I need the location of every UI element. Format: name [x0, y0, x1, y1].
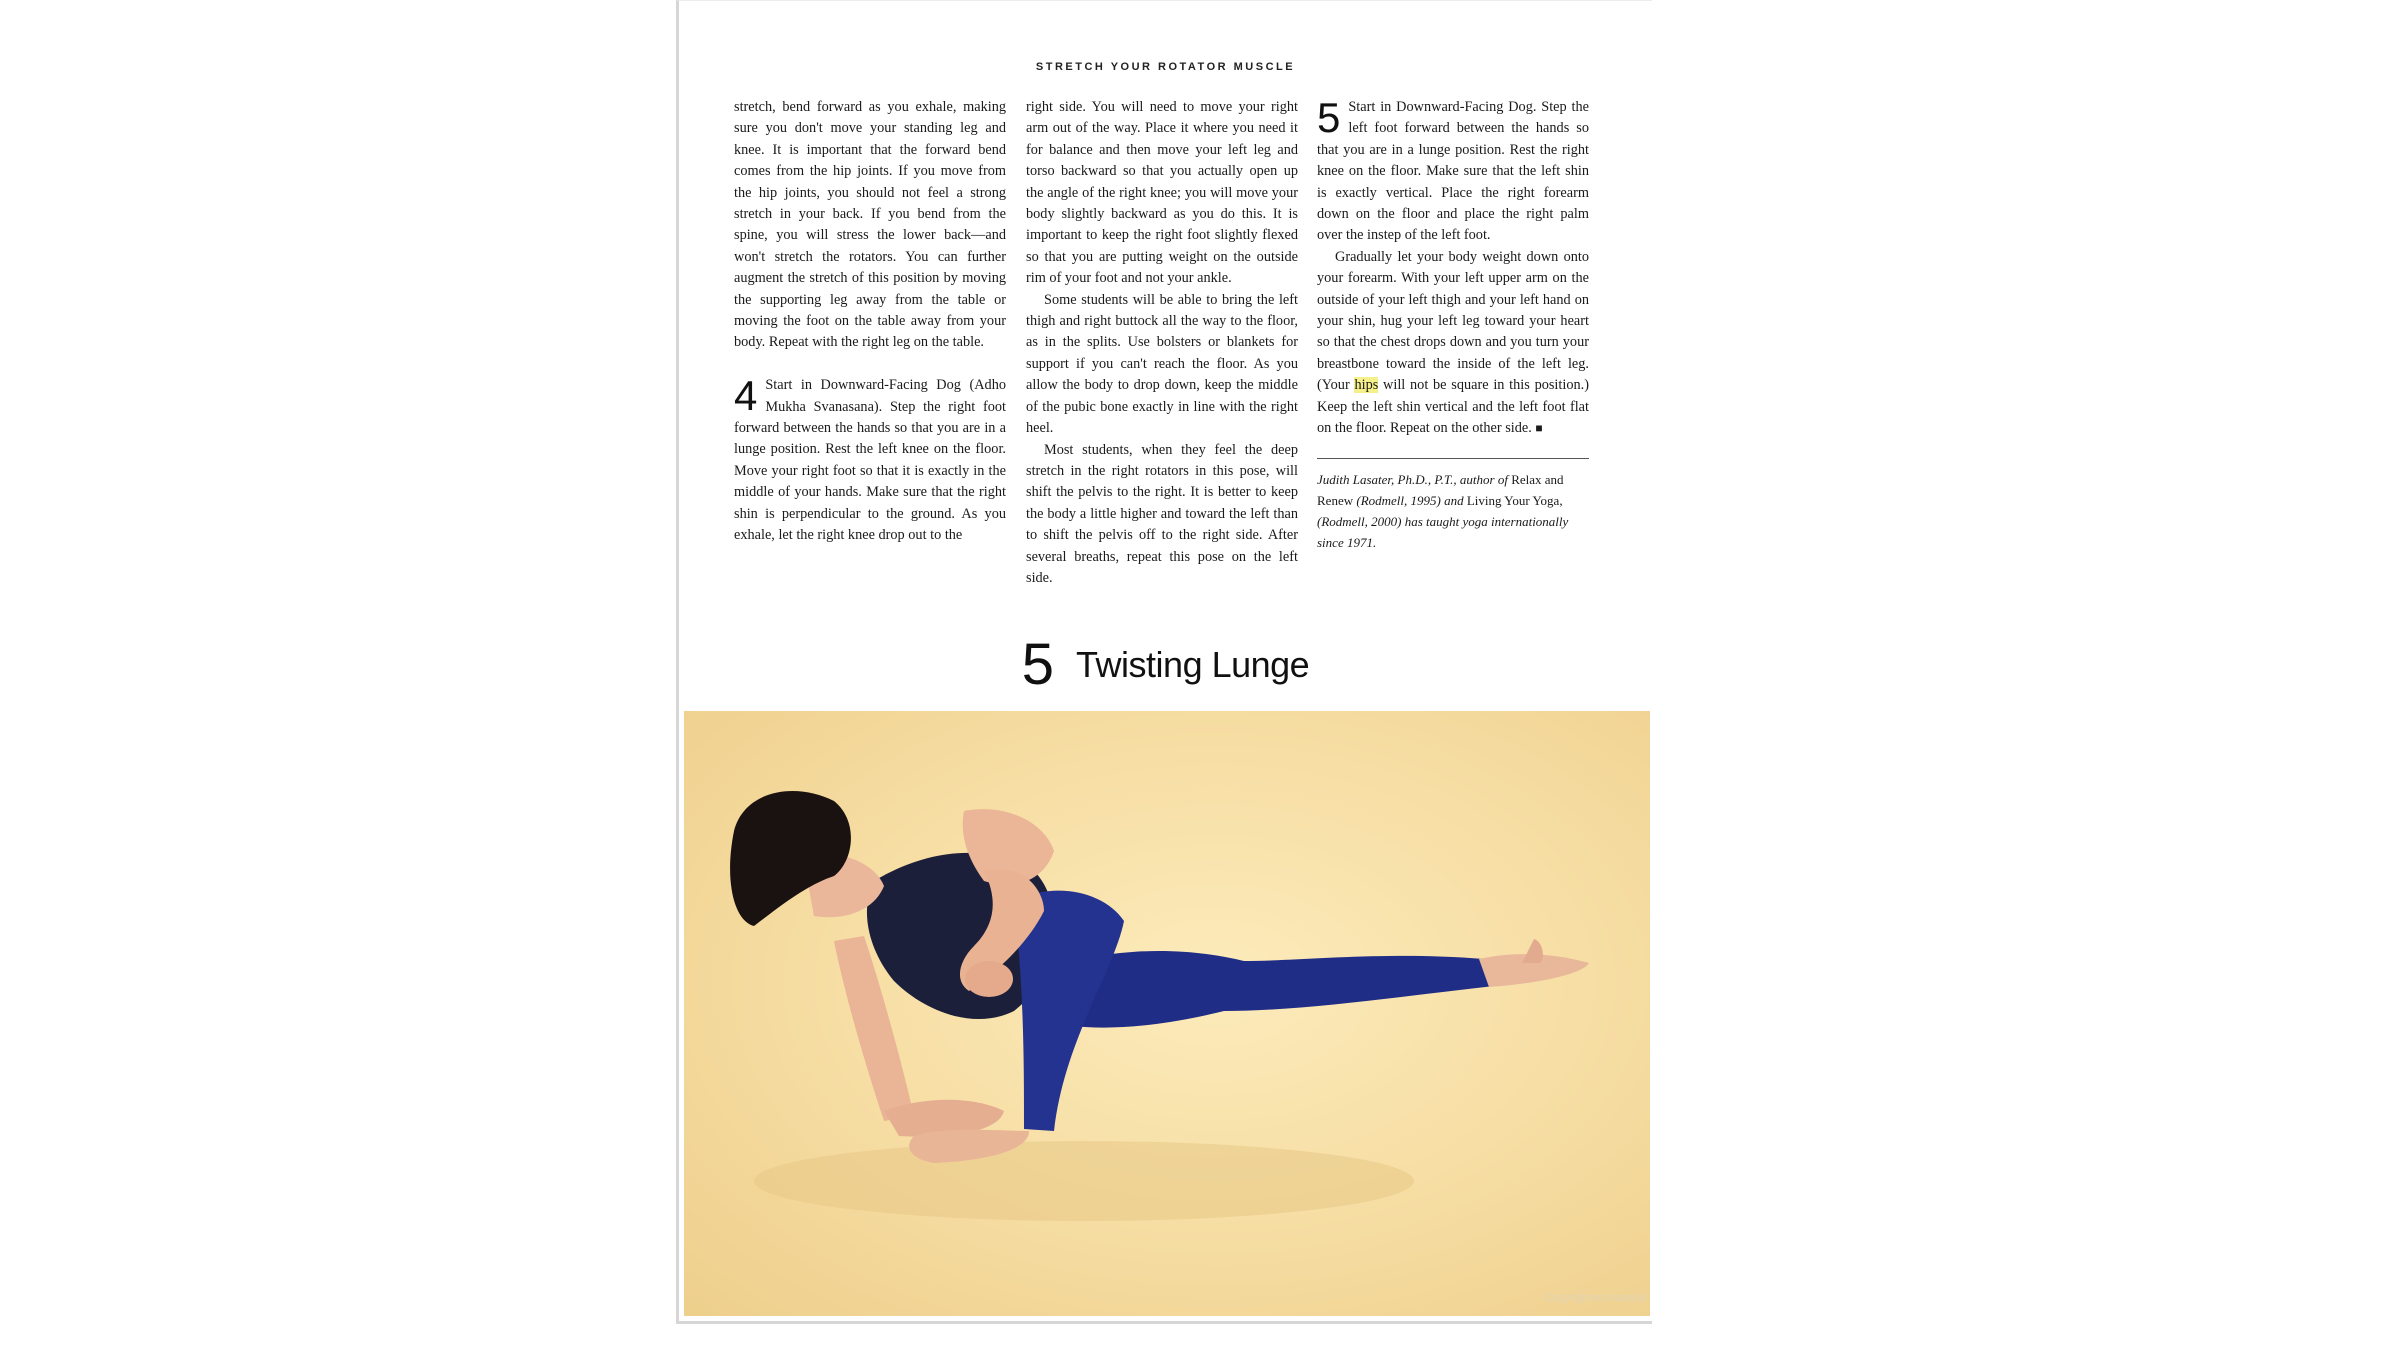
- step-5-text: Start in Downward-Facing Dog. Step the left foot forward between the hands so that you are in a lunge position. Rest the right knee on the floor. Make sure that the left shin is exactly vertical. Place the right forearm down on the floor and place the right palm over the instep of the left foot.: [1317, 99, 1589, 244]
- highlighted-word[interactable]: hips: [1354, 377, 1379, 394]
- paragraph: right side. You will need to move your right arm out of the way. Place it where you need it for balance and then move your left leg and torso backward so that you actually open up the angle of the right knee; you will move your body slightly backward as you do this. It is important to keep the right foot slightly flexed so that you are putting weight on the outside rim of your foot and not your ankle.: [1026, 99, 1298, 287]
- bio-book-1: Relax and Renew: [1317, 471, 1564, 508]
- section-heading: Twisting Lunge: [1076, 643, 1310, 685]
- paragraph: [1317, 247, 1589, 440]
- step-4-number: 4: [734, 372, 758, 420]
- author-bio: [1317, 469, 1589, 553]
- yoga-pose-illustration: [684, 711, 1650, 1316]
- step-5-number: 5: [1317, 94, 1341, 141]
- text-column-1: [734, 97, 1006, 547]
- text-column-3: [1317, 94, 1589, 553]
- section-number: 5: [1021, 632, 1055, 697]
- bio-text: (Rodmell, 2000) has taught yoga internationally since 1971.: [1317, 513, 1569, 550]
- book-page: [676, 0, 1652, 1324]
- text-run: will not be square in this position.) Keep the left shin vertical and the left foot flat on the floor. Repeat on the other side.: [1317, 377, 1589, 437]
- watermark: Copyrighted material: [1544, 1292, 1646, 1304]
- bio-name: Judith Lasater, Ph.D., P.T., author of: [1317, 471, 1512, 487]
- text-run: Gradually let your body weight down onto your forearm. With your left upper arm on the outside of your left thigh and your left hand on your shin, hug your left leg toward your heart so that the chest drops down and you turn your breastbone toward the inside of the left leg. (Your: [1317, 248, 1589, 394]
- pose-photo: [684, 711, 1650, 1316]
- step-5-paragraph: [1317, 94, 1589, 247]
- paragraph: stretch, bend forward as you exhale, making sure you don't move your standing leg and knee. It is important that the forward bend comes from the hip joints. If you move from the hip joints, you should not feel a strong stretch in your back. If you bend from the spine, you will stress the lower back—and won't stretch the rotators. You can further augment the stretch of this position by moving the supporting leg away from the table or moving the foot on the table away from your body. Repeat with the right leg on the table.: [734, 99, 1006, 351]
- running-head: STRETCH YOUR ROTATOR MUSCLE: [1035, 61, 1296, 73]
- step-4-paragraph: [734, 372, 1006, 546]
- step-4-text: Start in Downward-Facing Dog (Adho Mukha Svanasana). Step the right foot forward between the hands so that you are in a lunge position. Rest the left knee on the floor. Move your right foot so that it is exactly in the middle of your hands. Make sure that the right shin is perpendicular to the ground. As you exhale, let the right knee drop out to the: [734, 377, 1006, 544]
- section-title: [679, 631, 1652, 698]
- end-mark: ■: [1535, 421, 1543, 436]
- divider: [1317, 458, 1589, 459]
- paragraph: Most students, when they feel the deep stretch in the right rotators in this pose, will shift the pelvis to the right. It is better to keep the body a little higher and toward the left than to shift the pelvis off to the right side. After several breaths, repeat this pose on the left side.: [1026, 441, 1298, 586]
- bio-text: (Rodmell, 1995) and: [1353, 492, 1467, 508]
- paragraph: Some students will be able to bring the left thigh and right buttock all the way to the floor, as in the splits. Use bolsters or blankets for support if you can't reach the floor. As you allow the body to drop down, keep the middle of the pubic bone exactly in line with the right heel.: [1026, 291, 1298, 437]
- text-column-2: [1026, 97, 1298, 589]
- bio-book-2: Living Your Yoga,: [1466, 492, 1563, 508]
